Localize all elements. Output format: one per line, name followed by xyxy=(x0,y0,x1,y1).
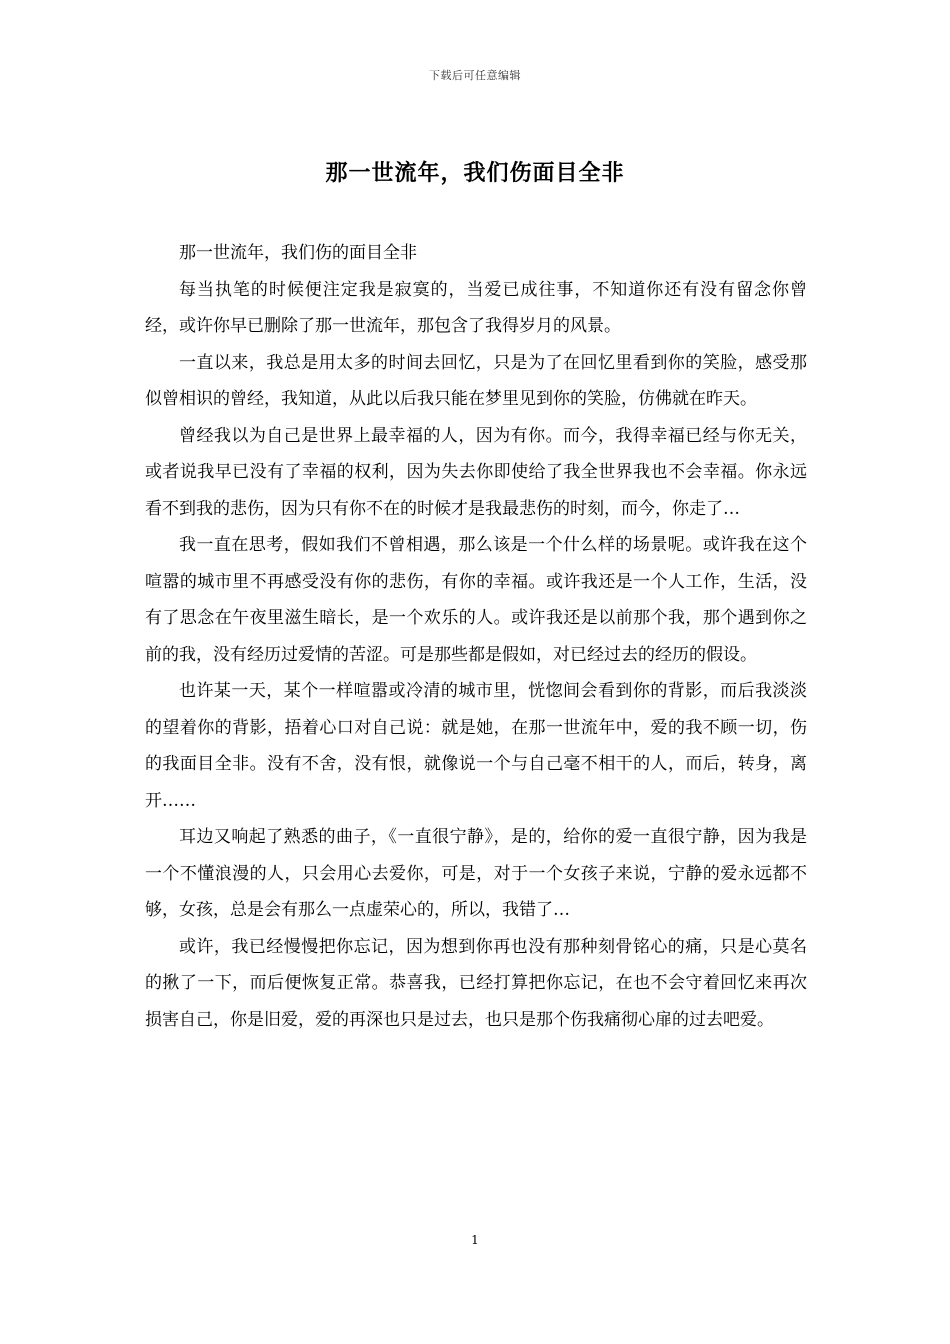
page-header: 下载后可任意编辑 xyxy=(429,69,521,82)
paragraph: 我一直在思考，假如我们不曾相遇，那么该是一个什么样的场景呢。或许我在这个喧嚣的城市里不再感受没有你的悲伤，有你的幸福。或许我还是一个人工作，生活，没有了思念在午夜里滋生暗长，是一个欢乐的人。或许我还是以前那个我，那个遇到你之前的我，没有经历过爱情的苦涩。可是那些都是假如，对已经过去的经历的假设。 xyxy=(145,535,807,665)
paragraph: 也许某一天，某个一样喧嚣或冷清的城市里，恍惚间会看到你的背影，而后我淡淡的望着你的背影，捂着心口对自己说：就是她，在那一世流年中，爱的我不顾一切，伤的我面目全非。没有不舍，没有恨，就像说一个与自己毫不相干的人，而后，转身，离开…… xyxy=(145,681,807,811)
document-body xyxy=(145,235,807,1038)
paragraph: 一直以来，我总是用太多的时间去回忆，只是为了在回忆里看到你的笑脸，感受那似曾相识的曾经，我知道，从此以后我只能在梦里见到你的笑脸，仿佛就在昨天。 xyxy=(145,352,807,409)
paragraph: 或许，我已经慢慢把你忘记，因为想到你再也没有那种刻骨铭心的痛，只是心莫名的揪了一下，而后便恢复正常。恭喜我，已经打算把你忘记，在也不会守着回忆来再次损害自己，你是旧爱，爱的再深也只是过去，也只是那个伤我痛彻心扉的过去吧爱。 xyxy=(145,936,807,1030)
paragraph: 曾经我以为自己是世界上最幸福的人，因为有你。而今，我得幸福已经与你无关，或者说我早已没有了幸福的权利，因为失去你即使给了我全世界我也不会幸福。你永远看不到我的悲伤，因为只有你不在的时候才是我最悲伤的时刻，而今，你走了… xyxy=(145,425,807,519)
paragraph: 耳边又响起了熟悉的曲子，《一直很宁静》，是的，给你的爱一直很宁静，因为我是一个不懂浪漫的人，只会用心去爱你，可是，对于一个女孩子来说，宁静的爱永远都不够，女孩，总是会有那么一点虚荣心的，所以，我错了… xyxy=(145,827,807,920)
document-title: 那一世流年，我们伤面目全非 xyxy=(325,161,625,186)
page-number: 1 xyxy=(471,1233,479,1247)
paragraph: 每当执笔的时候便注定我是寂寞的，当爱已成往事，不知道你还有没有留念你曾经，或许你早已删除了那一世流年，那包含了我得岁月的风景。 xyxy=(145,279,807,336)
paragraph: 那一世流年，我们伤的面目全非 xyxy=(179,243,417,263)
